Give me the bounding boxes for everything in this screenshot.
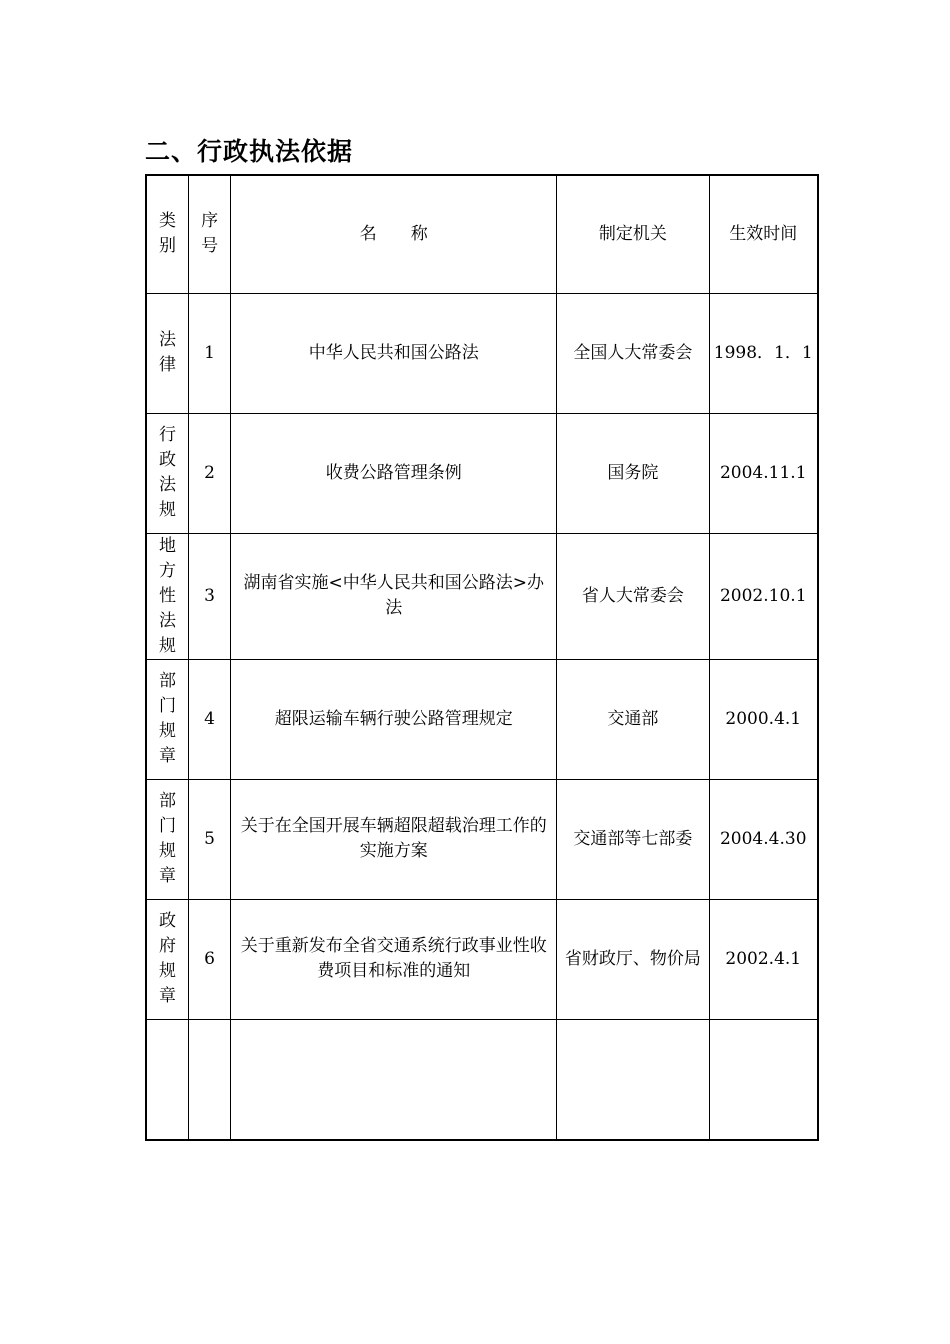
cell-category: 部门规章 [146,659,188,779]
cell-effective: 1998．1．1 [709,293,818,413]
table-row [146,659,818,779]
cell-category: 政府规章 [146,899,188,1019]
cell-effective [709,1019,818,1140]
table-row [146,533,818,659]
cell-seq: 2 [188,413,230,533]
cell-name: 收费公路管理条例 [231,413,557,533]
cell-name: 湖南省实施<中华人民共和国公路法>办法 [231,533,557,659]
cell-authority: 交通部 [557,659,709,779]
cell-effective: 2004.4.30 [709,779,818,899]
page-title: 二、行政执法依据 [145,137,354,166]
cell-authority: 交通部等七部委 [557,779,709,899]
cell-seq [188,1019,230,1140]
header-category: 类别 [146,175,188,293]
cell-seq: 4 [188,659,230,779]
table-row [146,413,818,533]
cell-category: 行政法规 [146,413,188,533]
header-authority: 制定机关 [557,175,709,293]
cell-name: 关于重新发布全省交通系统行政事业性收费项目和标准的通知 [231,899,557,1019]
cell-name: 关于在全国开展车辆超限超载治理工作的实施方案 [231,779,557,899]
cell-seq: 5 [188,779,230,899]
cell-effective: 2002.4.1 [709,899,818,1019]
header-effective: 生效时间 [709,175,818,293]
table-row [146,293,818,413]
cell-category [146,1019,188,1140]
cell-authority [557,1019,709,1140]
cell-name [231,1019,557,1140]
table-row-empty [146,1019,818,1140]
cell-name: 中华人民共和国公路法 [231,293,557,413]
table-header-row [146,175,818,293]
table-row [146,779,818,899]
cell-seq: 3 [188,533,230,659]
cell-authority: 省人大常委会 [557,533,709,659]
law-basis-table [145,174,819,1141]
cell-seq: 1 [188,293,230,413]
cell-category: 法律 [146,293,188,413]
cell-authority: 省财政厅、物价局 [557,899,709,1019]
cell-effective: 2004.11.1 [709,413,818,533]
header-name: 名 称 [231,175,557,293]
table-row [146,899,818,1019]
cell-category: 地方性法规 [146,533,188,659]
cell-authority: 国务院 [557,413,709,533]
cell-name: 超限运输车辆行驶公路管理规定 [231,659,557,779]
header-seq: 序号 [188,175,230,293]
cell-seq: 6 [188,899,230,1019]
cell-effective: 2000.4.1 [709,659,818,779]
cell-authority: 全国人大常委会 [557,293,709,413]
cell-category: 部门规章 [146,779,188,899]
cell-effective: 2002.10.1 [709,533,818,659]
